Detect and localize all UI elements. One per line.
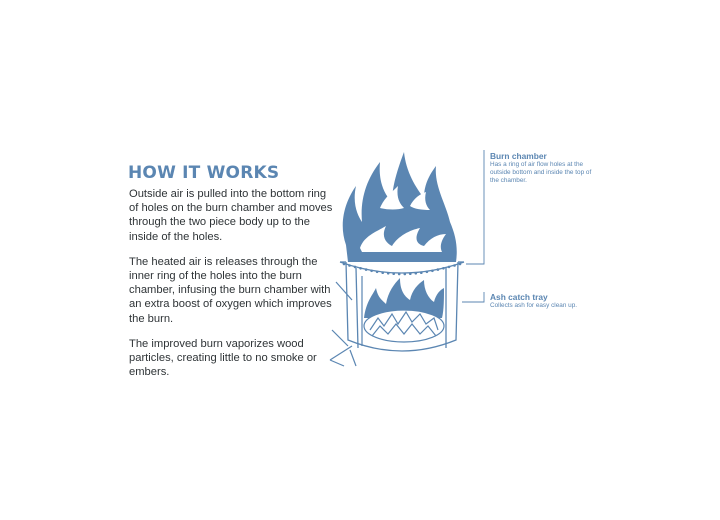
air-hole bbox=[376, 271, 379, 274]
air-hole bbox=[370, 270, 373, 273]
air-hole bbox=[398, 273, 401, 276]
section-heading: HOW IT WORKS bbox=[128, 163, 280, 183]
air-hole bbox=[381, 271, 384, 274]
paragraph-air-intake: Outside air is pulled into the bottom ring of holes on the burn chamber and moves through the two piece body up to the inside of the holes. bbox=[129, 188, 333, 243]
air-hole bbox=[426, 271, 429, 274]
air-hole bbox=[448, 266, 451, 269]
callout-burn-chamber-description: Has a ring of air flow holes at the outside bottom and inside the top of the chamber. bbox=[490, 161, 592, 185]
callout-ash-tray-title: Ash catch tray bbox=[490, 292, 548, 302]
callout-burn-chamber-title: Burn chamber bbox=[490, 151, 547, 161]
callout-lines bbox=[462, 150, 484, 302]
air-hole bbox=[354, 266, 357, 269]
air-hole bbox=[343, 263, 346, 266]
air-hole bbox=[459, 263, 462, 266]
air-hole bbox=[359, 267, 362, 270]
callout-ash-tray-description: Collects ash for easy clean up. bbox=[490, 302, 578, 309]
air-hole bbox=[442, 267, 445, 270]
air-hole bbox=[404, 273, 407, 276]
air-hole bbox=[415, 272, 418, 275]
paragraph-improved-burn: The improved burn vaporizes wood particles, creating little to no smoke or embers. bbox=[129, 337, 317, 379]
paragraph-heated-air: The heated air is releases through the inner ring of the holes into the burn chamber, infusing the burn chamber with an extra boost of oxygen which improves the burn. bbox=[129, 255, 332, 325]
air-hole bbox=[437, 268, 440, 271]
air-hole bbox=[348, 264, 351, 267]
ash-catch-tray bbox=[364, 310, 444, 342]
air-hole bbox=[409, 272, 412, 275]
air-hole bbox=[453, 264, 456, 267]
air-hole bbox=[392, 272, 395, 275]
air-hole bbox=[431, 270, 434, 273]
air-hole bbox=[387, 272, 390, 275]
air-hole bbox=[365, 268, 368, 271]
air-hole bbox=[420, 271, 423, 274]
